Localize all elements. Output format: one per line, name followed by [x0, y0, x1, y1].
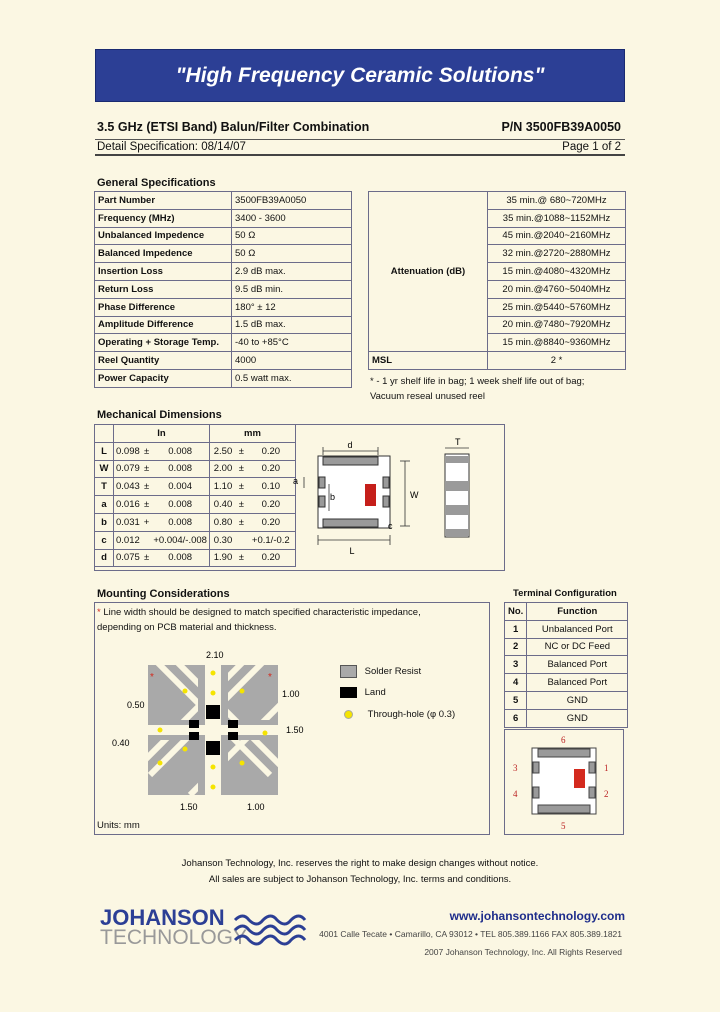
spec-value: 2.9 dB max.	[232, 263, 352, 281]
dim-in-value: 0.012	[114, 531, 142, 549]
spec-row	[95, 298, 352, 316]
chip-orientation-mark	[365, 484, 376, 506]
pin-label-4: 4	[513, 789, 518, 799]
pin-6-pad	[538, 749, 590, 757]
dimension-row	[95, 496, 296, 514]
spec-row	[95, 192, 352, 210]
terminal-function: Balanced Port	[527, 656, 628, 674]
dim-mm-value: 0.80	[209, 513, 236, 531]
dim-in-value: 0.098	[114, 442, 142, 460]
pin-label-2: 2	[604, 789, 609, 799]
dim-symbol: c	[95, 531, 114, 549]
dim-2-10: 2.10	[206, 650, 224, 660]
terminal-orientation-mark	[574, 769, 585, 788]
spec-key: Phase Difference	[95, 298, 232, 316]
spec-key: Part Number	[95, 192, 232, 210]
units-label: Units: mm	[97, 820, 140, 831]
chip-dimension-diagram	[290, 436, 500, 566]
legend-land-label: Land	[364, 687, 386, 699]
spec-value: 50 Ω	[232, 227, 352, 245]
spec-value: 4000	[232, 352, 352, 370]
chip-left-terminal-bottom	[319, 496, 325, 507]
spec-row	[95, 316, 352, 334]
pin-label-5: 5	[561, 821, 566, 831]
footer-disclaimer-1: Johanson Technology, Inc. reserves the right to make design changes without notice.	[181, 858, 539, 869]
dim-symbol: T	[95, 478, 114, 496]
terminal-heading: Terminal Configuration	[513, 588, 617, 599]
dim-symbol: a	[95, 496, 114, 514]
dim-mm-pm: ±	[236, 442, 247, 460]
dim-in-pm: ±	[142, 478, 152, 496]
dim-mm-pm: ±	[236, 460, 247, 478]
dim-mm-tol: 0.20	[247, 460, 296, 478]
attenuation-value: 20 min.@7480~7920MHz	[488, 316, 626, 334]
dim-in-pm	[142, 531, 152, 549]
dimension-row	[95, 460, 296, 478]
dim-symbol: b	[95, 513, 114, 531]
spec-key: Insertion Loss	[95, 263, 232, 281]
side-terminal-2	[445, 481, 469, 491]
dim-symbol: L	[95, 442, 114, 460]
dim-mm-pm: ±	[236, 496, 247, 514]
chip-bottom-terminal	[323, 519, 378, 527]
side-terminal-3	[445, 505, 469, 515]
terminal-chip-body	[532, 748, 596, 814]
pin-label-6: 6	[561, 735, 566, 745]
spec-row	[95, 245, 352, 263]
attenuation-label: Attenuation (dB)	[369, 192, 488, 352]
spec-value: 1.5 dB max.	[232, 316, 352, 334]
spec-value: 9.5 dB min.	[232, 280, 352, 298]
logo-line1: JOHANSON	[100, 905, 225, 930]
dim-symbol: W	[95, 460, 114, 478]
general-specs-heading: General Specifications	[97, 177, 216, 189]
pin-1-pad	[589, 762, 595, 773]
diagram-label-c: c	[388, 521, 393, 531]
attenuation-value: 35 min.@1088~1152MHz	[488, 209, 626, 227]
spec-value: 0.5 watt max.	[232, 369, 352, 387]
pcb-land-pattern	[110, 645, 310, 820]
land-left-top	[189, 720, 199, 728]
company-address: 4001 Calle Tecate • Camarillo, CA 93012 • TEL 805.389.1166 FAX 805.389.1821	[319, 929, 622, 939]
diagram-label-l: L	[349, 546, 355, 556]
dim-1-50-bottom: 1.50	[180, 802, 198, 812]
dim-1-00-bottom: 1.00	[247, 802, 265, 812]
terminal-table	[504, 602, 628, 728]
pin-5-pad	[538, 805, 590, 813]
chip-left-terminal-top	[319, 477, 325, 488]
dim-in-pm: ±	[142, 496, 152, 514]
terminal-row	[505, 674, 628, 692]
land-top	[206, 705, 220, 719]
dim-in-value: 0.016	[114, 496, 142, 514]
logo-wave-icon	[232, 912, 312, 952]
spec-key: Return Loss	[95, 280, 232, 298]
dim-in-pm: ±	[142, 460, 152, 478]
mounting-note	[97, 605, 421, 635]
land-right-bottom	[228, 732, 238, 740]
dim-in-pm: ±	[142, 549, 152, 567]
terminal-row	[505, 620, 628, 638]
product-title: 3.5 GHz (ETSI Band) Balun/Filter Combination	[97, 120, 370, 134]
spec-key: Unbalanced Impedence	[95, 227, 232, 245]
company-logo	[100, 905, 248, 949]
dim-in-tol: 0.008	[151, 460, 209, 478]
diagram-label-b: b	[330, 492, 336, 502]
msl-row	[369, 352, 626, 370]
terminal-function: NC or DC Feed	[527, 638, 628, 656]
terminal-number: 2	[505, 638, 527, 656]
spec-row	[95, 227, 352, 245]
terminal-row	[505, 656, 628, 674]
terminal-function: GND	[527, 691, 628, 709]
page-banner: "High Frequency Ceramic Solutions"	[95, 49, 625, 102]
copyright: 2007 Johanson Technology, Inc. All Rights Reserved	[424, 947, 622, 957]
website-link[interactable]: www.johansontechnology.com	[449, 909, 625, 923]
mounting-note-line1: Line width should be designed to match specified characteristic impedance,	[103, 607, 421, 618]
dim-in-pm: +	[142, 513, 152, 531]
legend-resist-label: Solder Resist	[364, 666, 422, 678]
dim-in-value: 0.075	[114, 549, 142, 567]
dim-in-tol: 0.008	[151, 513, 209, 531]
chip-right-terminal-bottom	[383, 496, 389, 507]
dim-mm-tol: 0.20	[247, 442, 296, 460]
msl-note-line1: * - 1 yr shelf life in bag; 1 week shelf life out of bag;	[370, 376, 585, 387]
dim-in-tol: 0.008	[151, 549, 209, 567]
dim-mm-value: 0.40	[209, 496, 236, 514]
side-terminal-4	[445, 529, 469, 536]
dim-0-40: 0.40	[112, 738, 130, 748]
terminal-number: 3	[505, 656, 527, 674]
dim-mm-pm: ±	[236, 478, 247, 496]
dim-mm-value: 1.10	[209, 478, 236, 496]
dim-in-tol: 0.008	[151, 442, 209, 460]
terminal-function: GND	[527, 709, 628, 727]
diagram-label-t: T	[455, 437, 461, 447]
land-left-bottom	[189, 732, 199, 740]
dim-mm-pm: ±	[236, 513, 247, 531]
legend-land	[340, 687, 386, 698]
terminal-row	[505, 638, 628, 656]
attenuation-value: 25 min.@5440~5760MHz	[488, 298, 626, 316]
dim-mm-tol: 0.20	[247, 513, 296, 531]
attenuation-value: 20 min.@4760~5040MHz	[488, 280, 626, 298]
spec-value: 3500FB39A0050	[232, 192, 352, 210]
dimension-row	[95, 442, 296, 460]
dim-mm-value: 2.00	[209, 460, 236, 478]
legend-resist	[340, 665, 421, 678]
spec-row	[95, 352, 352, 370]
legend-via-swatch	[344, 710, 353, 719]
legend-via-label: Through-hole (φ 0.3)	[367, 709, 456, 720]
logo-line2: TECHNOLOGY	[100, 926, 248, 949]
pin-4-pad	[533, 787, 539, 798]
chip-side-view	[445, 454, 469, 537]
side-terminal-1	[445, 456, 469, 463]
legend-via	[340, 709, 455, 720]
part-number-title: P/N 3500FB39A0050	[501, 120, 621, 134]
attenuation-table	[368, 191, 626, 370]
terminal-function: Balanced Port	[527, 674, 628, 692]
dim-mm-tol: 0.20	[247, 496, 296, 514]
dim-symbol: d	[95, 549, 114, 567]
pin-label-3: 3	[513, 763, 518, 773]
spec-value: 50 Ω	[232, 245, 352, 263]
diagram-label-d: d	[347, 440, 353, 450]
diagram-label-a: a	[293, 476, 299, 486]
attenuation-value: 45 min.@2040~2160MHz	[488, 227, 626, 245]
terminal-row	[505, 709, 628, 727]
spec-key: Reel Quantity	[95, 352, 232, 370]
terminal-number: 1	[505, 620, 527, 638]
land-right-top	[228, 720, 238, 728]
attenuation-value: 35 min.@ 680~720MHz	[488, 192, 626, 210]
msl-note-line2: Vacuum reseal unused reel	[370, 391, 485, 402]
spec-key: Amplitude Difference	[95, 316, 232, 334]
dimension-row	[95, 531, 296, 549]
col-mm: mm	[209, 425, 295, 443]
spec-value: 180° ± 12	[232, 298, 352, 316]
pin-3-pad	[533, 762, 539, 773]
spec-value: 3400 - 3600	[232, 209, 352, 227]
spec-row	[95, 369, 352, 387]
spec-row	[95, 209, 352, 227]
spec-row	[95, 280, 352, 298]
pin-2-pad	[589, 787, 595, 798]
terminal-number: 4	[505, 674, 527, 692]
msl-note	[370, 374, 584, 404]
terminal-row	[505, 691, 628, 709]
dim-1-00-top: 1.00	[282, 689, 300, 699]
terminal-number: 5	[505, 691, 527, 709]
spec-date: Detail Specification: 08/14/07	[97, 141, 246, 153]
dim-in-tol: +0.004/-.008	[151, 531, 209, 549]
msl-value: 2 *	[488, 352, 626, 370]
dim-mm-tol: 0.10	[247, 478, 296, 496]
dim-mm-value: 0.30	[209, 531, 236, 549]
dim-mm-value: 1.90	[209, 549, 236, 567]
dim-0-50: 0.50	[127, 700, 145, 710]
dim-in-value: 0.079	[114, 460, 142, 478]
dimension-row	[95, 478, 296, 496]
attenuation-row	[369, 192, 626, 210]
spec-key: Balanced Impedence	[95, 245, 232, 263]
terminal-number: 6	[505, 709, 527, 727]
mechanical-heading: Mechanical Dimensions	[97, 409, 222, 421]
dim-in-value: 0.031	[114, 513, 142, 531]
impedance-marker-right: *	[268, 672, 272, 683]
pin-label-1: 1	[604, 763, 609, 773]
note-asterisk: *	[97, 607, 101, 618]
terminal-pin-diagram	[505, 730, 623, 834]
dim-in-value: 0.043	[114, 478, 142, 496]
col-function: Function	[527, 603, 628, 621]
spec-key: Frequency (MHz)	[95, 209, 232, 227]
chip-right-terminal-top	[383, 477, 389, 488]
dim-mm-tol: 0.20	[247, 549, 296, 567]
dim-mm-tol: +0.1/-0.2	[247, 531, 296, 549]
dim-mm-pm: ±	[236, 549, 247, 567]
impedance-marker-left: *	[150, 672, 154, 683]
spec-row	[95, 334, 352, 352]
dim-in-tol: 0.004	[151, 478, 209, 496]
attenuation-value: 15 min.@4080~4320MHz	[488, 263, 626, 281]
dim-mm-pm	[236, 531, 247, 549]
page-indicator: Page 1 of 2	[562, 141, 621, 153]
chip-top-terminal	[323, 457, 378, 465]
legend-resist-swatch	[340, 665, 357, 678]
dim-in-tol: 0.008	[151, 496, 209, 514]
dim-in-pm: ±	[142, 442, 152, 460]
spec-value: -40 to +85°C	[232, 334, 352, 352]
dimension-row	[95, 549, 296, 567]
legend-land-swatch	[340, 687, 357, 698]
spec-key: Power Capacity	[95, 369, 232, 387]
mounting-note-line2: depending on PCB material and thickness.	[97, 622, 277, 633]
msl-label: MSL	[369, 352, 488, 370]
dim-mm-value: 2.50	[209, 442, 236, 460]
attenuation-value: 15 min.@8840~9360MHz	[488, 334, 626, 352]
subtitle-bar	[95, 139, 625, 156]
col-no: No.	[505, 603, 527, 621]
diagram-label-w: W	[410, 490, 419, 500]
mounting-heading: Mounting Considerations	[97, 588, 230, 600]
spec-row	[95, 263, 352, 281]
mechanical-table	[94, 424, 299, 567]
title-bar	[95, 120, 625, 138]
general-specs-table	[94, 191, 352, 388]
land-bottom	[206, 741, 220, 755]
dimension-row	[95, 513, 296, 531]
col-in: In	[114, 425, 210, 443]
attenuation-value: 32 min.@2720~2880MHz	[488, 245, 626, 263]
spec-key: Operating + Storage Temp.	[95, 334, 232, 352]
terminal-function: Unbalanced Port	[527, 620, 628, 638]
footer-disclaimer-2: All sales are subject to Johanson Technology, Inc. terms and conditions.	[208, 874, 512, 885]
dim-1-50-right: 1.50	[286, 725, 304, 735]
